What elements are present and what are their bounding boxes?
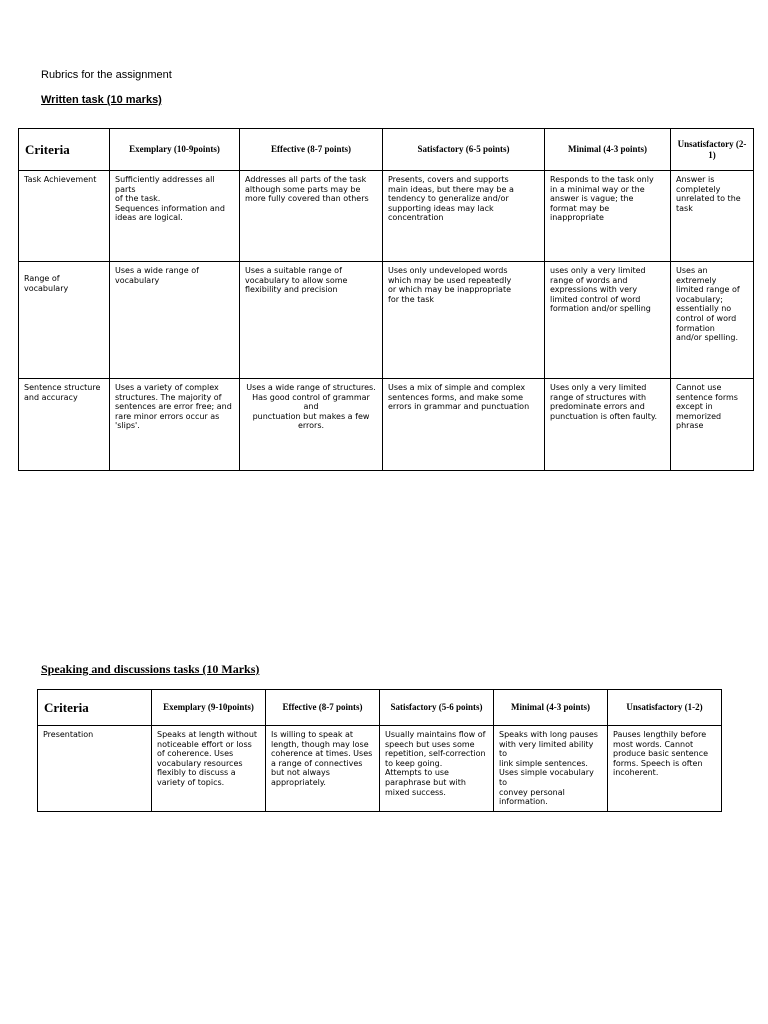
header-minimal: Minimal (4-3 points) (545, 129, 671, 171)
header-effective: Effective (8-7 points) (240, 129, 383, 171)
header-criteria: Criteria (19, 129, 110, 171)
rubric-cell: Uses a suitable range of vocabulary to allow some flexibility and precision (240, 262, 383, 379)
written-task-rubric-table (18, 128, 754, 471)
speaking-task-rubric-table (37, 689, 722, 812)
header-satisfactory: Satisfactory (5-6 points) (380, 690, 494, 726)
criteria-cell: Presentation (38, 726, 152, 812)
table-row (19, 379, 754, 471)
rubric-cell: Answer is completely unrelated to the task (671, 171, 754, 262)
rubric-cell: Speaks with long pauses with very limited ability to link simple sentences. Uses simple vocabulary to convey personal information. (494, 726, 608, 812)
header-satisfactory: Satisfactory (6-5 points) (383, 129, 545, 171)
rubric-cell: Responds to the task only in a minimal way or the answer is vague; the format may be inappropriate (545, 171, 671, 262)
written-task-title: Written task (10 marks) (41, 94, 162, 106)
table-row (38, 726, 722, 812)
header-effective: Effective (8-7 points) (266, 690, 380, 726)
page-heading: Rubrics for the assignment (41, 69, 172, 81)
rubric-cell: Sufficiently addresses all parts of the task. Sequences information and ideas are logical. (110, 171, 240, 262)
criteria-cell: Range of vocabulary (19, 262, 110, 379)
rubric-cell: Speaks at length without noticeable effort or loss of coherence. Uses vocabulary resources flexibly to discuss a variety of topics. (152, 726, 266, 812)
rubric-cell: Uses a variety of complex structures. The majority of sentences are error free; and rare minor errors occur as 'slips'. (110, 379, 240, 471)
rubric-cell: Addresses all parts of the task although some parts may be more fully covered than others (240, 171, 383, 262)
rubric-cell: Cannot use sentence forms except in memorized phrase (671, 379, 754, 471)
rubric-cell: Uses only undeveloped words which may be used repeatedly or which may be inappropriate for the task (383, 262, 545, 379)
rubric-cell: Uses a wide range of vocabulary (110, 262, 240, 379)
table-header-row (19, 129, 754, 171)
header-criteria: Criteria (38, 690, 152, 726)
rubric-cell: Pauses lengthily before most words. Cannot produce basic sentence forms. Speech is often incoherent. (608, 726, 722, 812)
rubric-cell: Uses a mix of simple and complex sentences forms, and make some errors in grammar and punctuation (383, 379, 545, 471)
rubric-cell: Is willing to speak at length, though may lose coherence at times. Uses a range of connectives but not always appropriately. (266, 726, 380, 812)
rubric-cell: uses only a very limited range of words and expressions with very limited control of word formation and/or spelling (545, 262, 671, 379)
criteria-cell: Sentence structure and accuracy (19, 379, 110, 471)
table-row (19, 262, 754, 379)
table-header-row (38, 690, 722, 726)
table-row (19, 171, 754, 262)
rubric-cell: Uses a wide range of structures. Has good control of grammar and punctuation but makes a few errors. (240, 379, 383, 471)
header-unsatisfactory: Unsatisfactory (2-1) (671, 129, 754, 171)
rubric-cell: Uses only a very limited range of structures with predominate errors and punctuation is often faulty. (545, 379, 671, 471)
header-unsatisfactory: Unsatisfactory (1-2) (608, 690, 722, 726)
rubric-cell: Usually maintains flow of speech but uses some repetition, self-correction to keep going. Attempts to use paraphrase but with mixed success. (380, 726, 494, 812)
rubric-cell: Presents, covers and supports main ideas, but there may be a tendency to generalize and/or supporting ideas may lack concentration (383, 171, 545, 262)
rubric-cell: Uses an extremely limited range of vocabulary; essentially no control of word formation and/or spelling. (671, 262, 754, 379)
header-exemplary: Exemplary (9-10points) (152, 690, 266, 726)
header-minimal: Minimal (4-3 points) (494, 690, 608, 726)
speaking-task-title: Speaking and discussions tasks (10 Marks) (41, 662, 260, 676)
criteria-cell: Task Achievement (19, 171, 110, 262)
header-exemplary: Exemplary (10-9points) (110, 129, 240, 171)
